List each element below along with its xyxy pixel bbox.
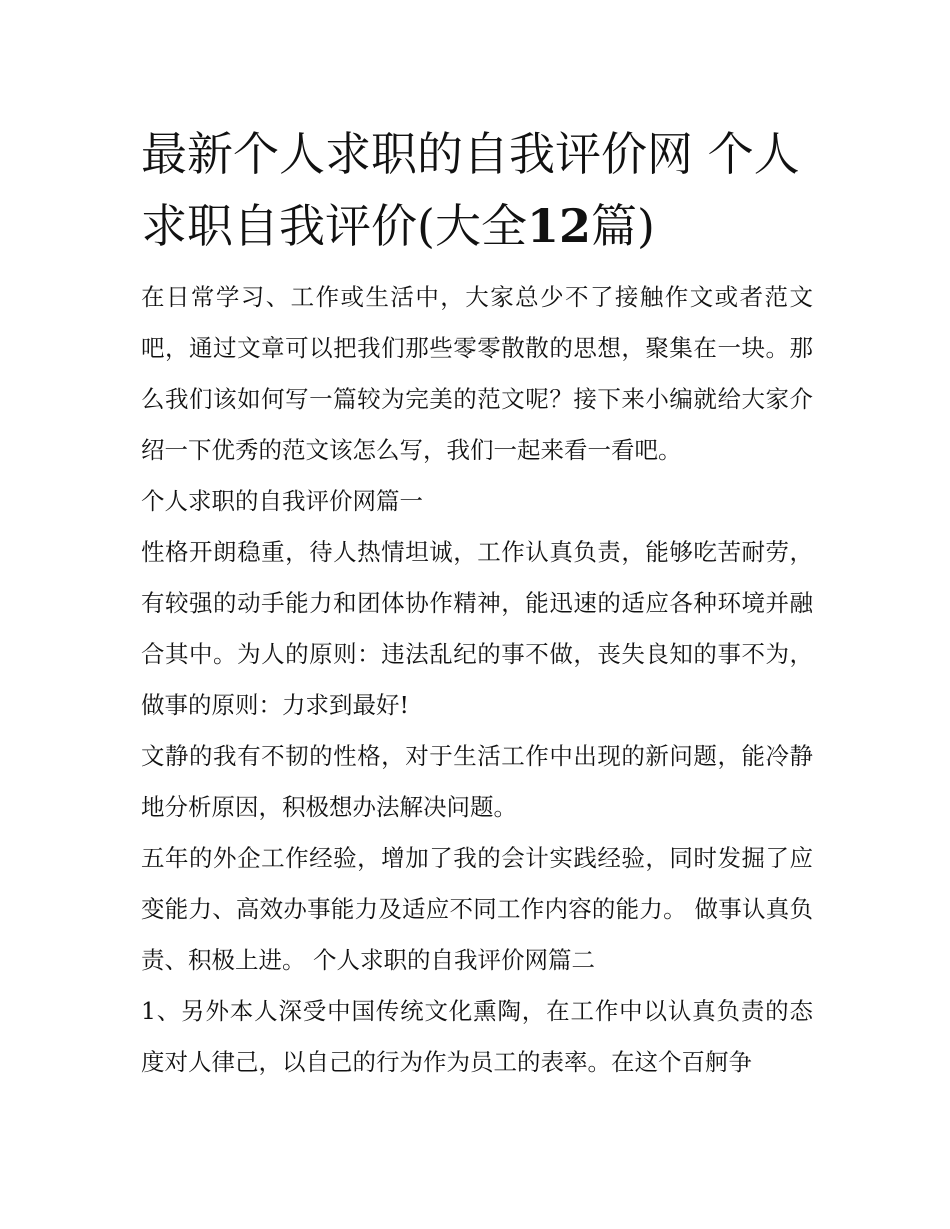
title-text: 最新个人求职的自我评价网 个人求职自我评价(大全 <box>141 127 800 253</box>
document-content <box>141 118 813 1088</box>
section-heading-one: 个人求职的自我评价网篇一 <box>141 487 423 515</box>
intro-paragraph: 在日常学习、工作或生活中，大家总少不了接触作文或者范文吧，通过文章可以把我们那些零零散散的思想，聚集在一块。那么我们该如何写一篇较为完美的范文呢？接下来小编就给大家介绍一下优秀的范文该怎么写，我们一起来看一看吧。 <box>141 283 813 464</box>
title-suffix: 篇) <box>590 199 655 253</box>
body-paragraph: 五年的外企工作经验，增加了我的会计实践经验，同时发掘了应变能力、高效办事能力及适应不同工作内容的能力。 做事认真负责、积极上进。 个人求职的自我评价网篇二 <box>141 844 813 974</box>
body-paragraph: 1、另外本人深受中国传统文化熏陶，在工作中以认真负责的态度对人律己，以自己的行为作为员工的表率。在这个百舸争 <box>141 997 813 1076</box>
title-number: 12 <box>526 199 591 253</box>
body-paragraph: 文静的我有不韧的性格，对于生活工作中出现的新问题，能冷静地分析原因，积极想办法解决问题。 <box>141 742 813 821</box>
document-title <box>141 118 813 262</box>
body-paragraph: 性格开朗稳重，待人热情坦诚，工作认真负责，能够吃苦耐劳，有较强的动手能力和团体协作精神，能迅速的适应各种环境并融合其中。为人的原则：违法乱纪的事不做，丧失良知的事不为，做事的原则：力求到最好! <box>141 538 813 719</box>
